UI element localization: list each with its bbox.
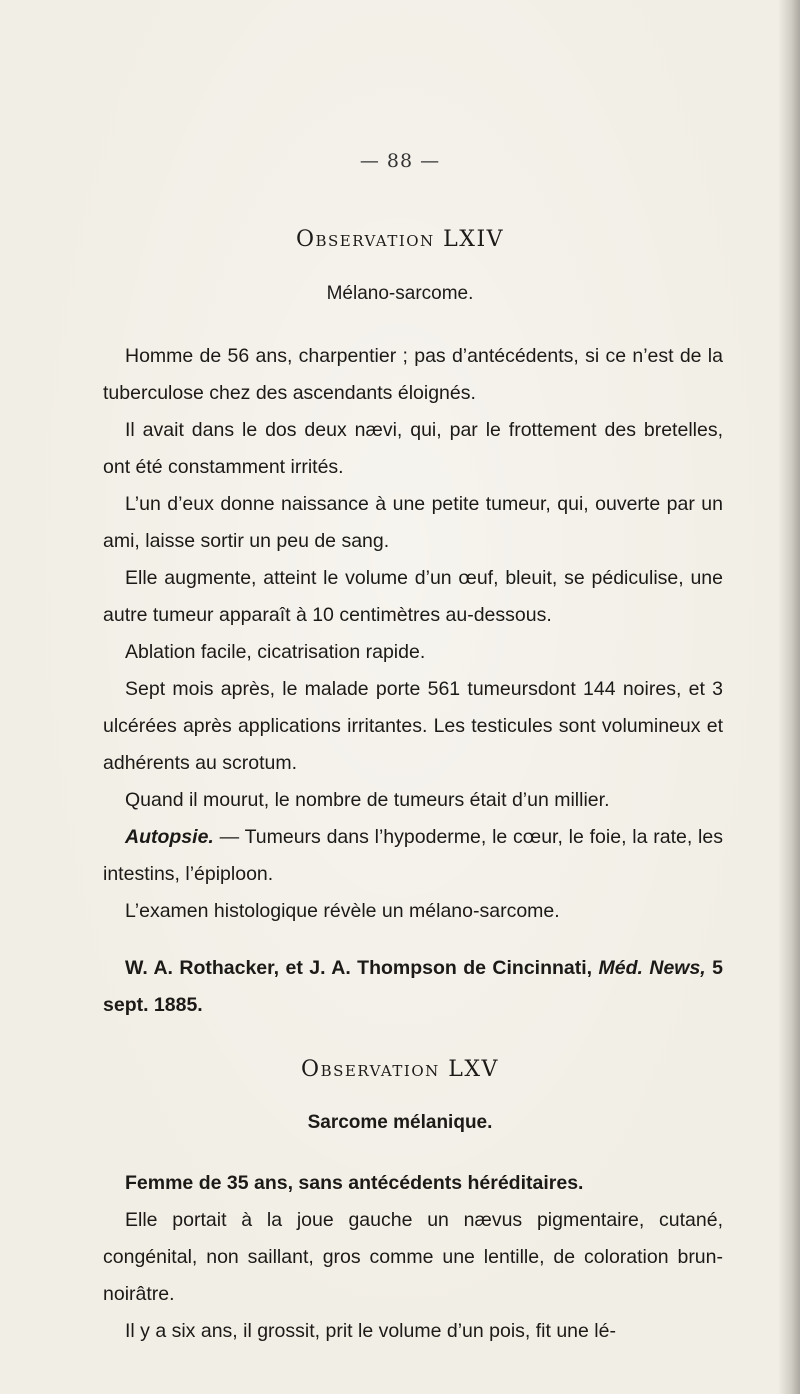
journal-name: Méd. News, <box>598 957 706 979</box>
paragraph: Femme de 35 ans, sans antécédents héréditaires. <box>125 1172 584 1194</box>
observation-subtitle-lxv: Sarcome mélanique. <box>307 1112 493 1133</box>
paragraph: Sept mois après, le malade porte 561 tumeursdont 144 noires, et 3 ulcérées après applications irritantes. Les testicules sont volumineux et adhérents au scrotum. <box>103 678 723 774</box>
paragraph: Il avait dans le dos deux nævi, qui, par le frottement des bretelles, ont été constamment irrités. <box>103 419 723 478</box>
paragraph: Quand il mourut, le nombre de tumeurs était d’un millier. <box>125 789 610 811</box>
paragraph-autopsy: Autopsie. — Tumeurs dans l’hypoderme, le cœur, le foie, la rate, les intestins, l’épiploon. <box>103 826 723 885</box>
paragraph: L’examen histologique révèle un mélano-sarcome. <box>125 900 560 922</box>
observation-subtitle-lxiv: Mélano-sarcome. <box>326 283 474 304</box>
paragraph: Il y a six ans, il grossit, prit le volume d’un pois, fit une lé- <box>125 1320 616 1342</box>
page-number: — 88 — <box>359 150 441 172</box>
paragraph: Elle augmente, atteint le volume d’un œuf, bleuit, se pédiculise, une autre tumeur apparaît à 10 centimètres au-dessous. <box>103 567 723 626</box>
observation-title-lxv: Observation LXV <box>301 1057 499 1082</box>
paragraph: Ablation facile, cicatrisation rapide. <box>125 641 426 663</box>
paragraph: L’un d’eux donne naissance à une petite tumeur, qui, ouverte par un ami, laisse sortir un peu de sang. <box>103 493 723 552</box>
autopsy-label: Autopsie. <box>125 826 214 848</box>
page-edge-shadow <box>778 0 800 1394</box>
paragraph: Elle portait à la joue gauche un nævus pigmentaire, cutané, congénital, non saillant, gros comme une lentille, de coloration brun-noirâtre. <box>103 1209 723 1305</box>
observation-title-lxiv: Observation LXIV <box>295 227 505 252</box>
paragraph: Homme de 56 ans, charpentier ; pas d’antécédents, si ce n’est de la tuberculose chez des ascendants éloignés. <box>103 345 723 404</box>
reference: W. A. Rothacker, et J. A. Thompson de Cincinnati, Méd. News, 5 sept. 1885. <box>103 957 723 1016</box>
